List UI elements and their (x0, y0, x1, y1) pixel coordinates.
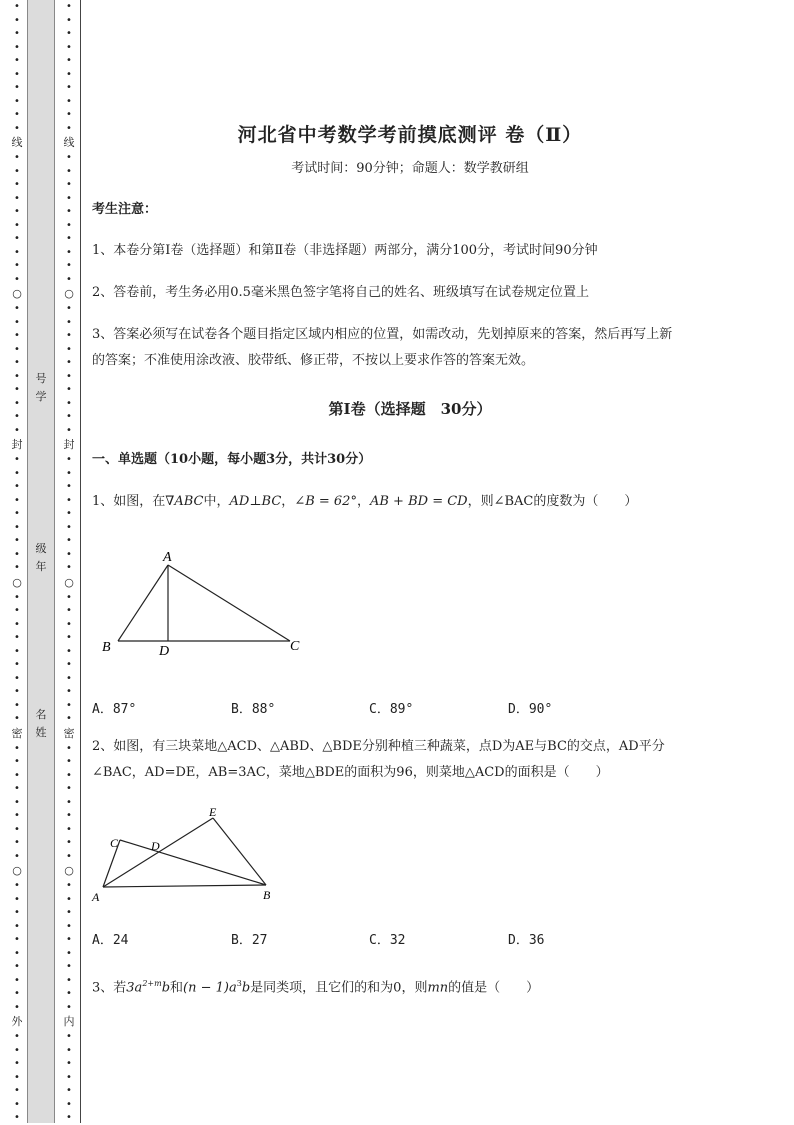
margin-dot: • (14, 467, 20, 479)
margin-dot: • (14, 988, 20, 999)
margin-dot: • (66, 756, 72, 767)
margin-dot: • (14, 659, 20, 670)
margin-dot: • (14, 1031, 20, 1042)
margin-dot: • (66, 535, 72, 546)
margin-dot: • (14, 424, 20, 436)
segment-ab (118, 565, 168, 641)
margin-dot: • (14, 192, 20, 204)
segment-ab (103, 885, 266, 887)
seal-mark: 外 (11, 1015, 23, 1028)
margin-dot: • (14, 713, 20, 724)
margin-dot: • (66, 303, 72, 314)
margin-dot: • (14, 974, 20, 986)
margin-dot: • (14, 1098, 20, 1110)
margin-dot: • (14, 82, 20, 93)
label-b: B (263, 888, 271, 902)
question-2-figure (88, 800, 288, 905)
margin-dot: • (14, 796, 20, 808)
margin-dot: • (14, 95, 20, 107)
margin-dot: • (66, 1112, 72, 1123)
margin-dot: • (66, 632, 72, 643)
margin-dot: • (14, 521, 20, 533)
segment-ac (168, 565, 290, 641)
margin-dot: • (14, 1044, 20, 1056)
segment-eb (213, 818, 266, 885)
margin-dot: • (66, 1098, 72, 1110)
margin-dot: • (66, 467, 72, 479)
margin-dot: • (66, 548, 72, 560)
margin-dot: • (14, 260, 20, 271)
margin-dot: • (66, 810, 72, 821)
seal-mark: ○ (12, 287, 22, 300)
q2-option-c[interactable]: C．32 (369, 933, 406, 948)
margin-dot: • (14, 454, 20, 465)
margin-dot: • (14, 535, 20, 546)
margin-dot: • (66, 494, 72, 506)
margin-dot: • (14, 618, 20, 630)
margin-dot: • (66, 699, 72, 711)
margin-dot: • (14, 672, 20, 684)
margin-dot: • (66, 605, 72, 616)
margin-dot: • (14, 384, 20, 395)
margin-dot: • (14, 165, 20, 177)
margin-dot: • (66, 961, 72, 972)
margin-dot: • (66, 397, 72, 409)
margin-dot: • (14, 179, 20, 190)
margin-dot: • (66, 934, 72, 945)
margin-dot: • (66, 343, 72, 355)
margin-dot: • (66, 988, 72, 999)
label-b: B (102, 640, 111, 655)
margin-dot: • (66, 179, 72, 190)
margin-dot: • (66, 1085, 72, 1096)
margin-dot: • (14, 810, 20, 821)
seal-line (80, 0, 81, 1123)
margin-dot: • (66, 850, 72, 862)
margin-dot: • (66, 947, 72, 959)
margin-dot: • (14, 756, 20, 767)
margin-dot: • (66, 880, 72, 891)
margin-dot: • (66, 165, 72, 177)
margin-dot: • (14, 1, 20, 12)
margin-dot: • (14, 370, 20, 382)
seal-mark: 密 (11, 726, 23, 740)
margin-dot: • (14, 837, 20, 848)
question-2-stem-line1: 2、如图，有三块菜地△ACD、△ABD、△BDE分别种植三种蔬菜，点D为AE与BC的交点，AD平分 (92, 739, 665, 754)
margin-dot: • (14, 893, 20, 905)
margin-dot: • (66, 384, 72, 395)
margin-dot: • (66, 68, 72, 80)
margin-dot: • (14, 14, 20, 26)
q1-option-b[interactable]: B．88° (231, 702, 276, 717)
question-3-stem: 3、若$3a^{2+m}b$和$(n - 1)a^3b$是同类项，且它们的和为0，则mn的值是（ ） (92, 979, 540, 996)
seal-mark: 线 (63, 136, 75, 149)
margin-dot: • (14, 246, 20, 258)
exam-title: 河北省中考数学考前摸底测评 卷（Ⅱ） (237, 124, 583, 146)
label-d: D (159, 644, 170, 659)
seal-mark: 线 (11, 136, 23, 149)
margin-dot: • (14, 206, 20, 217)
margin-dot: • (66, 95, 72, 107)
margin-dot: • (66, 424, 72, 436)
label-a: A (163, 550, 172, 565)
margin-dot: • (14, 109, 20, 120)
margin-dot: • (66, 357, 72, 368)
margin-dot: • (14, 411, 20, 422)
margin-dot: • (14, 1058, 20, 1069)
seal-mark: 密 (63, 726, 75, 740)
margin-dot: • (14, 494, 20, 506)
student-number-field: 号学 (35, 372, 47, 403)
seal-mark: 封 (11, 438, 23, 451)
margin-dot: • (14, 508, 20, 519)
q2-option-d[interactable]: D．36 (508, 933, 545, 948)
margin-dot: • (14, 850, 20, 862)
margin-dot: • (66, 618, 72, 630)
margin-dot: • (66, 1071, 72, 1083)
margin-dot: • (66, 1031, 72, 1042)
margin-dot: • (66, 1058, 72, 1069)
margin-dot: • (66, 742, 72, 754)
seal-mark: ○ (12, 864, 22, 877)
q1-option-d[interactable]: D．90° (508, 702, 553, 717)
part-heading: 一、单选题（10小题，每小题3分，共计30分） (92, 452, 372, 467)
question-2-stem-line2: ∠BAC，AD=DE，AB=3AC，菜地△BDE的面积为96，则菜地△ACD的面积是（ ） (92, 765, 609, 780)
margin-dot: • (66, 219, 72, 231)
q1-option-c[interactable]: C．89° (369, 702, 414, 717)
margin-dot: • (14, 686, 20, 697)
margin-dot: • (14, 41, 20, 53)
margin-dot: • (14, 591, 20, 603)
margin-dot: • (14, 907, 20, 918)
notice-heading: 考生注意： (92, 202, 158, 217)
seal-mark: 封 (63, 438, 75, 451)
exam-subtitle: 考试时间：90分钟；命题人：数学教研组 (291, 161, 529, 176)
margin-dot: • (66, 246, 72, 258)
margin-dot: • (66, 1, 72, 12)
label-d: D (151, 839, 160, 853)
margin-dot: • (14, 1001, 20, 1013)
margin-dot: • (14, 769, 20, 781)
inner-binding-margin (60, 0, 78, 1123)
margin-dot: • (66, 481, 72, 492)
margin-dot: • (14, 481, 20, 492)
margin-dot: • (14, 357, 20, 368)
margin-dot: • (14, 303, 20, 314)
margin-dot: • (14, 68, 20, 80)
margin-dot: • (66, 974, 72, 986)
label-c: C (290, 639, 300, 654)
margin-dot: • (14, 1085, 20, 1096)
margin-dot: • (14, 28, 20, 39)
notice-item-1: 1、本卷分第Ⅰ卷（选择题）和第Ⅱ卷（非选择题）两部分，满分100分，考试时间90分钟 (92, 243, 598, 258)
label-a: A (92, 890, 100, 904)
margin-dot: • (66, 907, 72, 918)
left-binding-margin (8, 0, 26, 1123)
margin-dot: • (66, 14, 72, 26)
label-c: C (110, 836, 119, 850)
margin-dot: • (14, 330, 20, 341)
margin-dot: • (66, 920, 72, 932)
seal-mark: 内 (63, 1015, 75, 1028)
margin-dot: • (14, 961, 20, 972)
margin-dot: • (66, 672, 72, 684)
margin-dot: • (66, 370, 72, 382)
margin-dot: • (66, 260, 72, 271)
grade-field: 级年 (35, 542, 47, 573)
margin-dot: • (14, 233, 20, 244)
seal-mark: ○ (64, 575, 74, 589)
margin-dot: • (66, 713, 72, 724)
margin-dot: • (66, 55, 72, 66)
seal-mark: ○ (64, 864, 74, 877)
margin-dot: • (14, 1071, 20, 1083)
margin-dot: • (66, 1044, 72, 1056)
margin-dot: • (66, 591, 72, 603)
student-info-strip (27, 0, 55, 1123)
margin-dot: • (14, 934, 20, 945)
margin-dot: • (14, 823, 20, 835)
margin-dot: • (14, 699, 20, 711)
notice-item-3: 3、答案必须写在试卷各个题目指定区域内相应的位置，如需改动，先划掉原来的答案，然后再写上新 (92, 327, 673, 342)
margin-dot: • (14, 122, 20, 134)
q2-option-b[interactable]: B．27 (231, 933, 268, 948)
margin-dot: • (66, 893, 72, 905)
q2-option-a[interactable]: A．24 (92, 933, 129, 948)
label-e: E (209, 805, 217, 819)
margin-dot: • (14, 316, 20, 328)
margin-dot: • (66, 82, 72, 93)
margin-dot: • (66, 686, 72, 697)
q1-option-a[interactable]: A．87° (92, 702, 137, 717)
margin-dot: • (66, 562, 72, 573)
margin-dot: • (14, 273, 20, 285)
notice-item-3-cont: 的答案；不准使用涂改液、胶带纸、修正带，不按以上要求作答的答案无效。 (92, 353, 535, 368)
margin-dot: • (66, 645, 72, 657)
margin-dot: • (14, 632, 20, 643)
margin-dot: • (14, 397, 20, 409)
notice-item-2: 2、答卷前，考生务必用0.5毫米黑色签字笔将自己的姓名、班级填写在试卷规定位置上 (92, 285, 589, 300)
name-field: 名姓 (35, 708, 47, 739)
margin-dot: • (14, 1112, 20, 1123)
margin-dot: • (14, 605, 20, 616)
margin-dot: • (14, 548, 20, 560)
margin-dot: • (66, 521, 72, 533)
margin-dot: • (66, 233, 72, 244)
margin-dot: • (66, 796, 72, 808)
margin-dot: • (66, 783, 72, 794)
margin-dot: • (66, 316, 72, 328)
margin-dot: • (14, 152, 20, 163)
margin-dot: • (66, 122, 72, 134)
margin-dot: • (66, 508, 72, 519)
margin-dot: • (66, 837, 72, 848)
margin-dot: • (66, 823, 72, 835)
question-1-stem: 1、如图，在∇ABC中，AD⊥BC，∠B = 62°，AB + BD = CD，则∠BAC的度数为（ ） (92, 494, 638, 509)
margin-dot: • (14, 645, 20, 657)
section-title: 第Ⅰ卷（选择题 30分） (328, 400, 492, 418)
margin-dot: • (66, 411, 72, 422)
margin-dot: • (14, 880, 20, 891)
margin-dot: • (66, 330, 72, 341)
margin-dot: • (66, 28, 72, 39)
margin-dot: • (66, 152, 72, 163)
seal-mark: ○ (12, 575, 22, 589)
margin-dot: • (66, 109, 72, 120)
margin-dot: • (14, 343, 20, 355)
margin-dot: • (66, 1001, 72, 1013)
margin-dot: • (66, 41, 72, 53)
margin-dot: • (14, 742, 20, 754)
margin-dot: • (14, 55, 20, 66)
margin-dot: • (66, 273, 72, 285)
margin-dot: • (66, 659, 72, 670)
seal-mark: ○ (64, 287, 74, 300)
margin-dot: • (14, 920, 20, 932)
question-1-figure (95, 545, 315, 660)
margin-dot: • (66, 769, 72, 781)
margin-dot: • (66, 206, 72, 217)
margin-dot: • (14, 219, 20, 231)
margin-dot: • (66, 192, 72, 204)
margin-dot: • (66, 454, 72, 465)
margin-dot: • (14, 783, 20, 794)
margin-dot: • (14, 947, 20, 959)
margin-dot: • (14, 562, 20, 573)
